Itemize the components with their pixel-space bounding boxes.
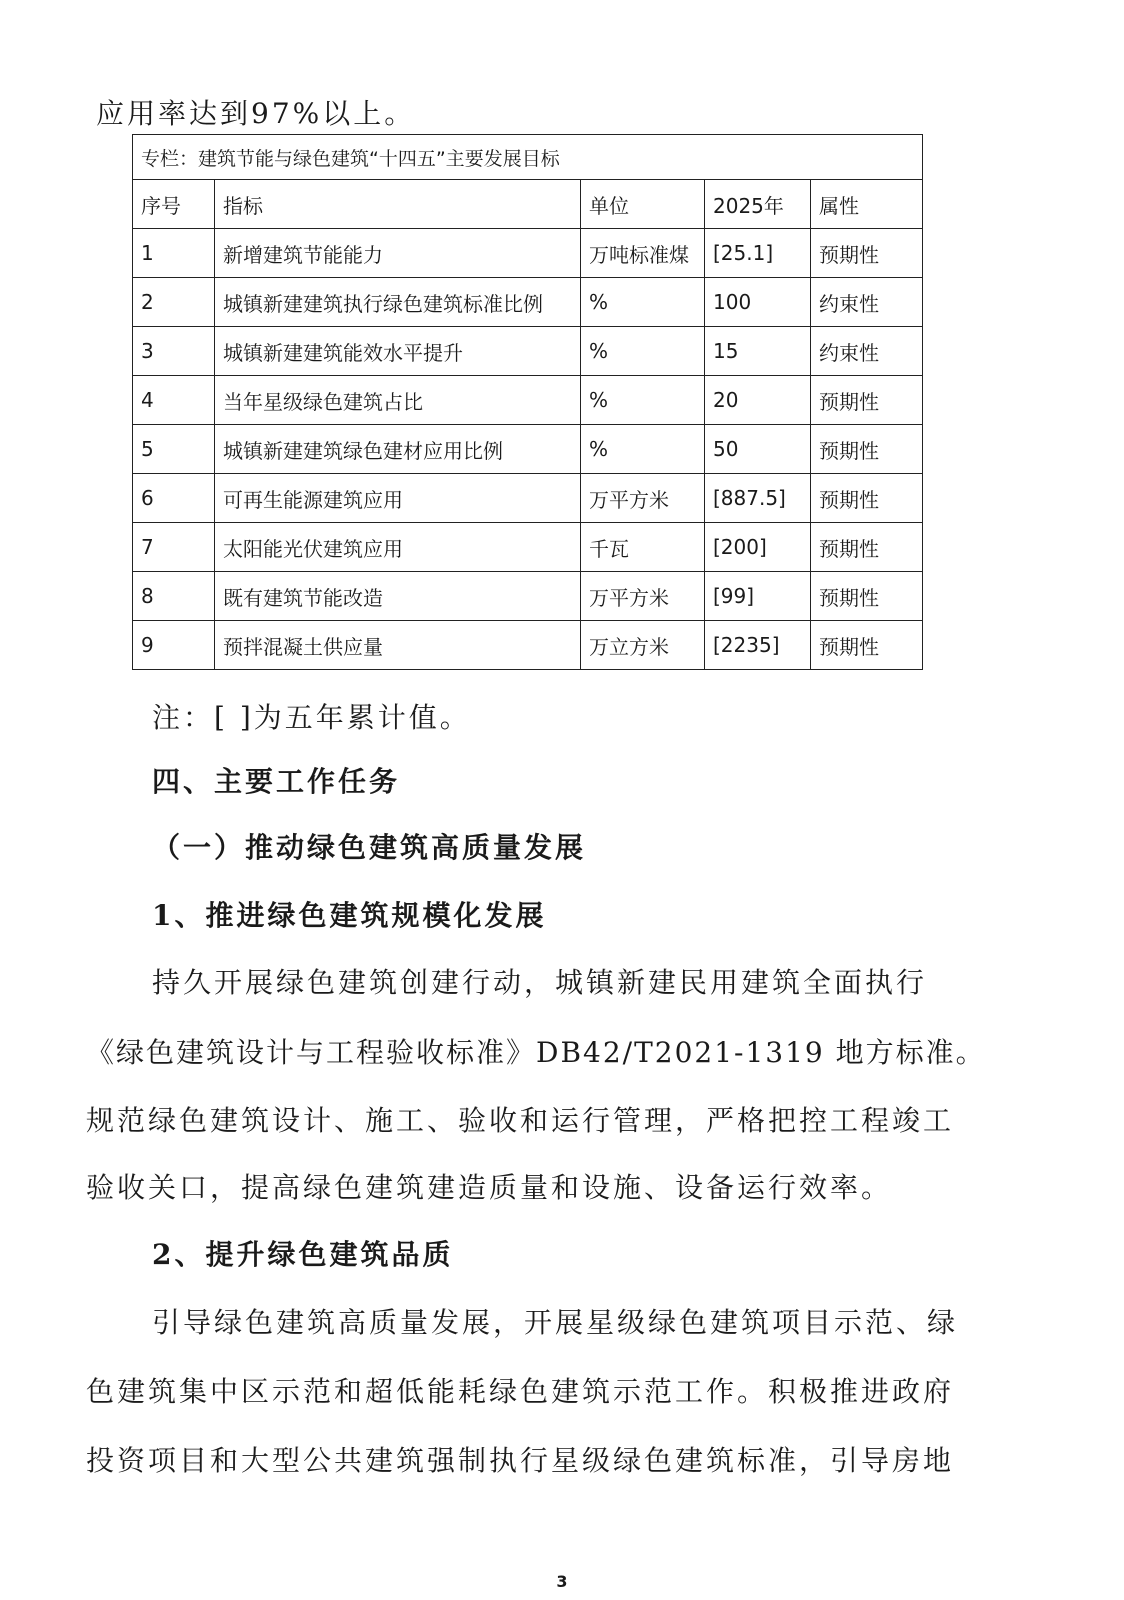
row-value: 50 (705, 425, 811, 474)
row-index: 2 (133, 278, 215, 327)
row-unit: 万平方米 (581, 572, 705, 621)
row-unit: % (581, 278, 705, 327)
row-indicator: 城镇新建建筑能效水平提升 (215, 327, 581, 376)
item2-para-line: 投资项目和大型公共建筑强制执行星级绿色建筑标准，引导房地 (86, 1444, 955, 1477)
row-value: [2235] (705, 621, 811, 670)
row-unit: 万立方米 (581, 621, 705, 670)
row-indicator: 预拌混凝土供应量 (215, 621, 581, 670)
item1-para-line: 《绿色建筑设计与工程验收标准》DB42/T2021-1319 地方标准。 (86, 1036, 986, 1069)
row-index: 6 (133, 474, 215, 523)
row-value: [887.5] (705, 474, 811, 523)
row-attribute: 预期性 (811, 474, 923, 523)
row-attribute: 预期性 (811, 229, 923, 278)
row-indicator: 城镇新建建筑执行绿色建筑标准比例 (215, 278, 581, 327)
row-index: 8 (133, 572, 215, 621)
row-unit: % (581, 376, 705, 425)
table-note: 注：[ ]为五年累计值。 (152, 701, 471, 734)
item1-heading: 1、推进绿色建筑规模化发展 (152, 899, 547, 932)
header-attribute: 属性 (811, 180, 923, 229)
item1-para-line: 规范绿色建筑设计、施工、验收和运行管理，严格把控工程竣工 (86, 1104, 955, 1137)
header-index: 序号 (133, 180, 215, 229)
goals-table (132, 134, 923, 670)
row-index: 7 (133, 523, 215, 572)
goals-table-box (132, 134, 922, 670)
header-unit: 单位 (581, 180, 705, 229)
table-row (133, 474, 923, 523)
row-attribute: 预期性 (811, 621, 923, 670)
item2-para-line: 引导绿色建筑高质量发展，开展星级绿色建筑项目示范、绿 (152, 1306, 959, 1339)
table-header-row (133, 180, 923, 229)
row-value: 15 (705, 327, 811, 376)
table-caption: 专栏：建筑节能与绿色建筑“十四五”主要发展目标 (133, 135, 923, 180)
row-value: [25.1] (705, 229, 811, 278)
row-value: 100 (705, 278, 811, 327)
row-attribute: 约束性 (811, 278, 923, 327)
row-attribute: 预期性 (811, 425, 923, 474)
row-index: 1 (133, 229, 215, 278)
section-heading: 四、主要工作任务 (152, 765, 401, 798)
continuation-line: 应用率达到97%以上。 (96, 97, 416, 130)
row-indicator: 城镇新建建筑绿色建材应用比例 (215, 425, 581, 474)
row-value: [200] (705, 523, 811, 572)
row-value: [99] (705, 572, 811, 621)
row-unit: 万平方米 (581, 474, 705, 523)
row-indicator: 可再生能源建筑应用 (215, 474, 581, 523)
row-index: 9 (133, 621, 215, 670)
header-indicator: 指标 (215, 180, 581, 229)
item2-heading: 2、提升绿色建筑品质 (152, 1238, 454, 1271)
table-row (133, 229, 923, 278)
table-row (133, 621, 923, 670)
header-year: 2025年 (705, 180, 811, 229)
row-index: 4 (133, 376, 215, 425)
row-index: 5 (133, 425, 215, 474)
item1-para-line: 持久开展绿色建筑创建行动，城镇新建民用建筑全面执行 (152, 966, 928, 999)
row-unit: % (581, 425, 705, 474)
row-unit: % (581, 327, 705, 376)
table-row (133, 425, 923, 474)
row-attribute: 预期性 (811, 376, 923, 425)
row-value: 20 (705, 376, 811, 425)
item2-para-line: 色建筑集中区示范和超低能耗绿色建筑示范工作。积极推进政府 (86, 1375, 955, 1408)
row-attribute: 预期性 (811, 572, 923, 621)
row-attribute: 约束性 (811, 327, 923, 376)
row-indicator: 既有建筑节能改造 (215, 572, 581, 621)
table-row (133, 278, 923, 327)
table-row (133, 523, 923, 572)
row-attribute: 预期性 (811, 523, 923, 572)
row-unit: 万吨标准煤 (581, 229, 705, 278)
row-index: 3 (133, 327, 215, 376)
table-row (133, 572, 923, 621)
row-indicator: 新增建筑节能能力 (215, 229, 581, 278)
row-indicator: 当年星级绿色建筑占比 (215, 376, 581, 425)
item1-para-line: 验收关口，提高绿色建筑建造质量和设施、设备运行效率。 (86, 1171, 893, 1204)
page-number: 3 (556, 1572, 568, 1591)
table-row (133, 327, 923, 376)
row-unit: 千瓦 (581, 523, 705, 572)
row-indicator: 太阳能光伏建筑应用 (215, 523, 581, 572)
subsection-heading: （一）推动绿色建筑高质量发展 (152, 831, 587, 864)
table-row (133, 376, 923, 425)
